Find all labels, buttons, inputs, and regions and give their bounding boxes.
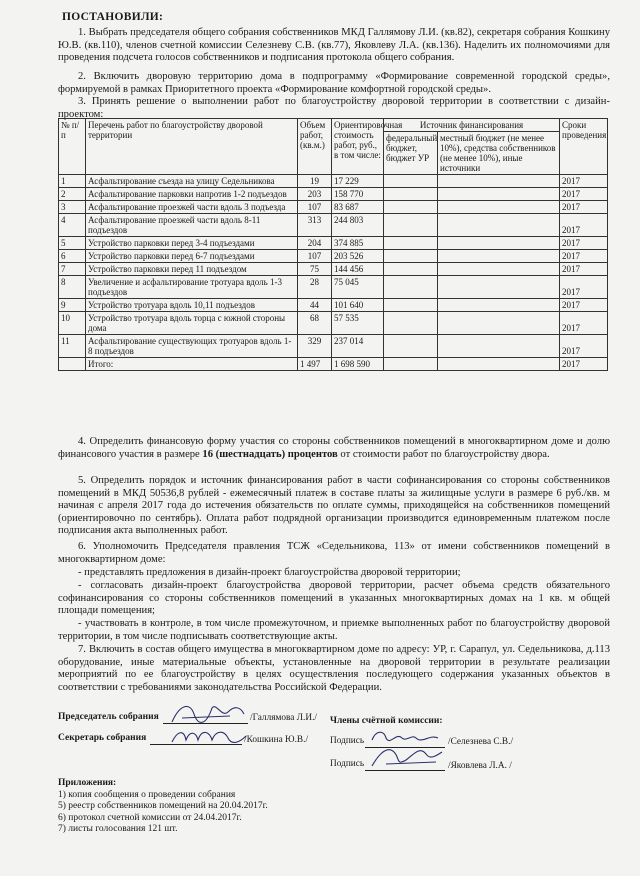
member1-sign-word: Подпись [330, 736, 365, 746]
table-row [59, 263, 608, 276]
total-volume: 1 497 [298, 358, 332, 371]
row-year: 2017 [560, 335, 608, 358]
row-cost: 244 803 [332, 214, 384, 237]
row-volume: 329 [298, 335, 332, 358]
resolution-item-6: 6. Уполномочить Председателя правления ТСЖ «Седельникова, 113» от имени собственников помещений в многоквартирном доме: [58, 541, 610, 565]
row-volume: 75 [298, 263, 332, 276]
row-year: 2017 [560, 250, 608, 263]
row-num: 5 [59, 237, 86, 250]
header-source: Источник финансирования [384, 119, 560, 132]
row-local [438, 263, 560, 276]
row-num: 6 [59, 250, 86, 263]
row-local [438, 188, 560, 201]
works-table [58, 118, 608, 371]
row-volume: 44 [298, 299, 332, 312]
row-year: 2017 [560, 276, 608, 299]
secretary-name: /Кошкина Ю.В./ [244, 735, 309, 745]
total-cost: 1 698 590 [332, 358, 384, 371]
total-label: Итого: [86, 358, 298, 371]
row-work: Асфальтирование существующих тротуаров вдоль 1-8 подъездов [86, 335, 298, 358]
table-row [59, 175, 608, 188]
row-local [438, 312, 560, 335]
row-work: Устройство парковки перед 11 подъездом [86, 263, 298, 276]
row-federal [384, 237, 438, 250]
row-num: 3 [59, 201, 86, 214]
row-local [438, 250, 560, 263]
row-work: Асфальтирование парковки напротив 1-2 подъездов [86, 188, 298, 201]
row-year: 2017 [560, 237, 608, 250]
annex-block [58, 778, 268, 836]
item4-text-a: 4. Определить финансовую форму участия со стороны собственников помещений в многоквартирном доме и долю финансового участия в размере [58, 436, 610, 460]
table-row [59, 237, 608, 250]
row-volume: 107 [298, 250, 332, 263]
commission-label: Члены счётной комиссии: [330, 716, 443, 726]
row-work: Устройство тротуара вдоль 10,11 подъездов [86, 299, 298, 312]
row-local [438, 175, 560, 188]
member1-name: /Селезнева С.В./ [448, 737, 514, 747]
header-work: Перечень работ по благоустройству дворовой территории [86, 119, 298, 175]
row-cost: 75 045 [332, 276, 384, 299]
header-volume: Объем работ, (кв.м.) [298, 119, 332, 175]
resolution-item-4 [58, 436, 610, 461]
row-local [438, 276, 560, 299]
row-federal [384, 263, 438, 276]
table-row [59, 188, 608, 201]
row-num: 10 [59, 312, 86, 335]
row-federal [384, 250, 438, 263]
row-num: 9 [59, 299, 86, 312]
row-federal [384, 175, 438, 188]
resolution-item-7: 7. Включить в состав общего имущества в многоквартирном доме по адресу: УР, г. Сарапул, ул. Седельникова, д.113 оборудование, иные материальные объекты, установленные на дворовой территории в результате реализации мероприятий по ее благоустройству в целях осуществления последующего содержания указанных объектов в соответствии с требованиями законодательства Российской Федерации. [58, 644, 610, 693]
annex-item: 5) реестр собственников помещений на 20.04.2017г. [58, 801, 268, 811]
resolution-item-1: 1. Выбрать председателя общего собрания собственников МКД Галлямову Л.И. (кв.82), секретаря собрания Кошкину Ю.В. (кв.110), членов счетной комиссии Селезневу С.В. (кв.77), Яковлеву Л.А. (кв.136). Наделить их полномочиями для проведения подсчета голосов собственников и подписания протокола общего собрания. [58, 27, 610, 64]
row-cost: 144 456 [332, 263, 384, 276]
row-local [438, 299, 560, 312]
table-row [59, 250, 608, 263]
header-federal: федеральный бюджет, бюджет УР [384, 132, 438, 175]
member2-signature [366, 742, 446, 772]
header-cost: Ориентировочная стоимость работ, руб., в том числе: [332, 119, 384, 175]
row-federal [384, 299, 438, 312]
row-year: 2017 [560, 263, 608, 276]
row-num: 4 [59, 214, 86, 237]
row-volume: 204 [298, 237, 332, 250]
row-volume: 19 [298, 175, 332, 188]
row-num: 2 [59, 188, 86, 201]
annex-item: 7) листы голосования 121 шт. [58, 824, 178, 834]
row-year: 2017 [560, 188, 608, 201]
row-work: Устройство парковки перед 6-7 подъездами [86, 250, 298, 263]
resolution-item-3: 3. Принять решение о выполнении работ по благоустройству дворовой территории в соответствии с дизайн-проектом: [58, 96, 610, 120]
item4-text-b: от стоимости работ по благоустройству двора. [337, 448, 550, 460]
row-cost: 203 526 [332, 250, 384, 263]
header-num: № п/п [59, 119, 86, 175]
header-terms: Сроки проведения [560, 119, 608, 175]
table-row [59, 201, 608, 214]
table-row [59, 299, 608, 312]
row-volume: 28 [298, 276, 332, 299]
annex-title: Приложения: [58, 778, 117, 788]
row-num: 11 [59, 335, 86, 358]
table-header-row [59, 119, 608, 132]
row-local [438, 201, 560, 214]
chair-name: /Галлямова Л.И./ [250, 713, 317, 723]
row-work: Увеличение и асфальтирование тротуара вдоль 1-3 подъездов [86, 276, 298, 299]
member2-sign-word: Подпись [330, 759, 365, 769]
row-volume: 68 [298, 312, 332, 335]
table-row [59, 335, 608, 358]
row-work: Асфальтирование проезжей части вдоль 8-11 подъездов [86, 214, 298, 237]
row-work: Асфальтирование проезжей части вдоль 3 подъезда [86, 201, 298, 214]
row-year: 2017 [560, 201, 608, 214]
table-row [59, 312, 608, 335]
row-volume: 107 [298, 201, 332, 214]
table-total-row [59, 358, 608, 371]
total-year: 2017 [560, 358, 608, 371]
resolution-item-6b: - согласовать дизайн-проект благоустройства дворовой территории, расчет объема средств обязательного софинансирования со стороны собственников помещений в указанных многоквартирных домах на 1 кв. м общей площади помещения; [58, 580, 610, 617]
row-work: Асфальтирование съезда на улицу Седельникова [86, 175, 298, 188]
annex-item: 1) копия сообщения о проведении собрания [58, 789, 236, 800]
row-year: 2017 [560, 312, 608, 335]
resolution-item-6a: - представлять предложения в дизайн-проект благоустройства дворовой территории; [78, 567, 461, 578]
row-federal [384, 312, 438, 335]
row-local [438, 214, 560, 237]
row-cost: 57 535 [332, 312, 384, 335]
secretary-label: Секретарь собрания [58, 733, 147, 743]
resolution-item-5: 5. Определить порядок и источник финансирования работ в части софинансирования со стороны собственников помещений в МКД 50536,8 рублей - ежемесячный платеж в составе платы за жилищные услуги в размере 6 руб./кв. м начиная с апреля 2017 года до истечения обязательств по оплате суммы, приходящейся на собственников помещений (ориентировочно по сентябрь). Оплата работ подрядной организации производится единовременным платежом после подписания акта выполненных работ. [58, 475, 610, 537]
row-cost: 237 014 [332, 335, 384, 358]
annex-item: 6) протокол счетной комиссии от 24.04.2017г. [58, 812, 242, 823]
row-work: Устройство тротуара вдоль торца с южной стороны дома [86, 312, 298, 335]
secretary-signature [168, 724, 248, 750]
row-volume: 313 [298, 214, 332, 237]
row-federal [384, 201, 438, 214]
header-local: местный бюджет (не менее 10%), средства собственников (не менее 10%), иные источники [438, 132, 560, 175]
row-cost: 374 885 [332, 237, 384, 250]
section-heading: ПОСТАНОВИЛИ: [62, 11, 164, 23]
row-num: 1 [59, 175, 86, 188]
chair-label: Председатель собрания [58, 712, 159, 722]
row-federal [384, 276, 438, 299]
row-cost: 17 229 [332, 175, 384, 188]
row-federal [384, 335, 438, 358]
row-federal [384, 188, 438, 201]
row-num: 7 [59, 263, 86, 276]
row-year: 2017 [560, 299, 608, 312]
resolution-item-2: 2. Включить дворовую территорию дома в подпрограмму «Формирование современной городской среды», формируемой в рамках Приоритетного проекта «Формирование комфортной городской среды». [58, 71, 610, 95]
table-row [59, 214, 608, 237]
item4-share: 16 (шестнадцать) процентов [202, 448, 338, 460]
resolution-item-6c: - участвовать в контроле, в том числе промежуточном, и приемке выполненных работ по благоустройству дворовой территории, в том числе подписывать соответствующие акты. [58, 618, 610, 642]
row-cost: 158 770 [332, 188, 384, 201]
row-cost: 101 640 [332, 299, 384, 312]
row-work: Устройство парковки перед 3-4 подъездами [86, 237, 298, 250]
row-year: 2017 [560, 214, 608, 237]
row-local [438, 335, 560, 358]
row-year: 2017 [560, 175, 608, 188]
row-local [438, 237, 560, 250]
member2-name: /Яковлева Л.А. / [448, 761, 512, 771]
row-federal [384, 214, 438, 237]
table-row [59, 276, 608, 299]
row-num: 8 [59, 276, 86, 299]
row-cost: 83 687 [332, 201, 384, 214]
row-volume: 203 [298, 188, 332, 201]
